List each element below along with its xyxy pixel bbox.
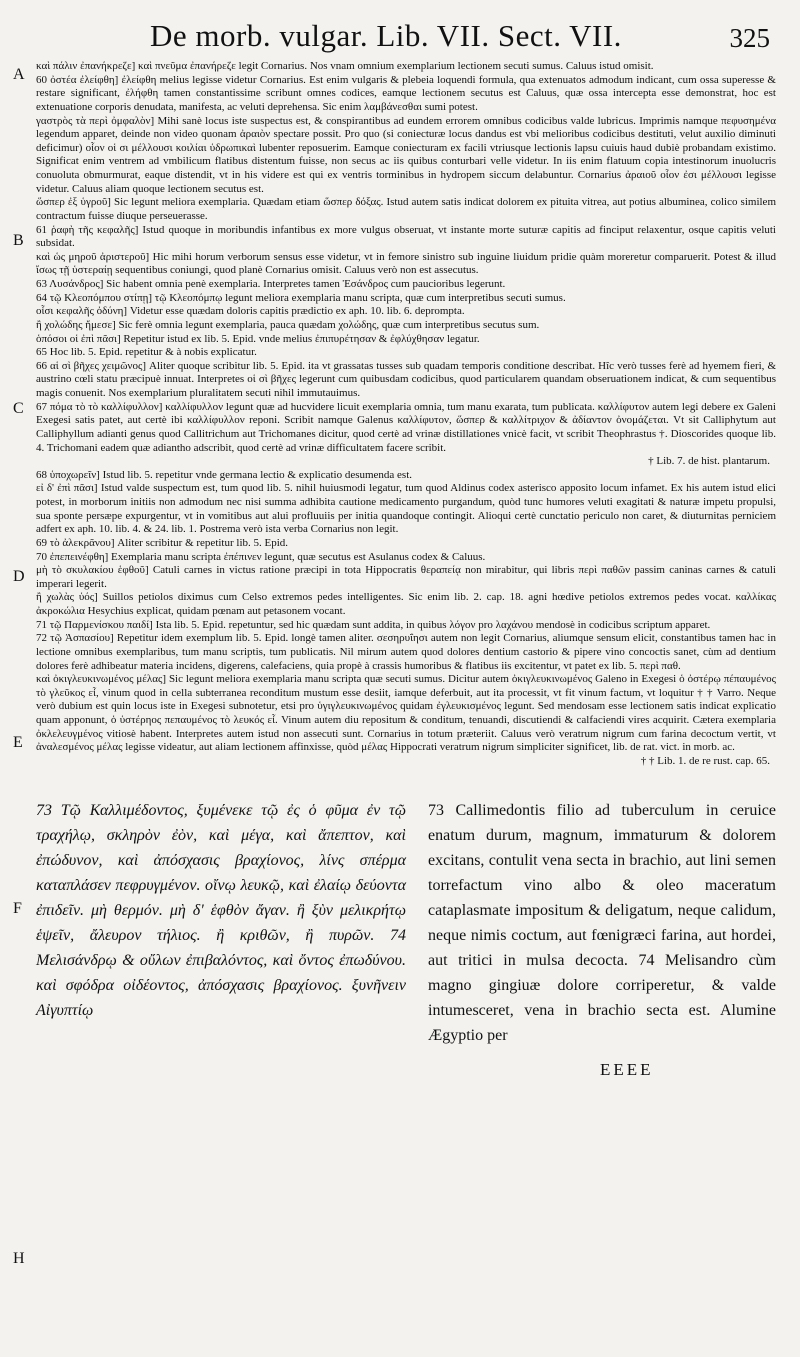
- margin-marker-a: A: [13, 66, 25, 83]
- commentary-note: 69 τὸ ἀλεκρᾶνου] Aliter scribitur & repetitur lib. 5. Epid.: [36, 536, 289, 549]
- side-note-lib7: † Lib. 7. de hist. plantarum.: [648, 455, 770, 468]
- commentary-note: εἰ δ' ἐπὶ πᾶσι] Istud valde suspectum est, tum quod lib. 5. nihil huiusmodi legatur, tum quod Aldinus codex asterisco apposito locum infamet. Ex his autem istud elici potest, in morborum initiis non admodum nec nisi summa adhibita cautione medicamento purgandum, quòd tunc humores veluti exagitati & naturæ impetu propulsi, sua sponte persæpe expurgentur, vt in vomitibus aut alui profluuiis per initia quandoque contingit. Alioqui certè cunctatio periculo non caret, & diuturnitas perniciem adfert ex aph. 10. lib. 4. & 24. lib. 1. Postrema verò ista verba Cornarius non legit.: [36, 482, 776, 536]
- commentary-note: ὁπόσοι οἱ ἐπὶ πᾶσι] Repetitur istud ex lib. 5. Epid. vnde melius ἐπιπυρέτησαν & ἐφλύχθησαν legatur.: [36, 332, 480, 345]
- commentary-note: γαστρὸς τὰ περὶ ὀμφαλὸν] Mihi sanè locus iste suspectus est, & conspirantibus ad eundem errorem omnibus codicibus valde lubricus. Imprimis namque πεφυσημένα legendum apparet, deinde non video quonam ἀραιὸν spectare possit. Pro quo (si coniecturæ locus dandus est vbi melioribus codicibus destituti, velut auxilio diminuti deficimur) οἷον οἱ σι μέλλουσι κοιλίαι ὑδρωπικαὶ lubenter reposuerim. Eamque coniecturam ex facili vtriusque lectionis lapsu cuiuis haud dubiè probandam existimo. Significat enim ventrem ad vmbilicum flatibus distentum fuisse, non secus ac iis quibus conturbari velle videtur. In iis enim flatuum copia intestinorum inuolucris conuoluta obmurmurat, eaque distendit, vt in his videre est qui ex ventris torminibus in hydropem siccum delabuntur. Cornarius ἀραιοῦ οἷον ἐσι μέλλουσι legisse videtur. Caluus aliam quoque lectionem secutus est.: [36, 114, 776, 195]
- margin-marker-f: F: [13, 900, 22, 917]
- commentary-note: 71 τῷ Παρμενίσκου παιδί] Ista lib. 5. Epid. repetuntur, sed hic quædam sunt addita, in quibus λόγον pro λαχάνου mendosè in codicibus scriptum apparet.: [36, 618, 711, 631]
- commentary-note: 65 Hoc lib. 5. Epid. repetitur & à nobis explicatur.: [36, 346, 257, 359]
- commentary-note: ἢ χολώδης ἤμεσε] Sic ferè omnia legunt exemplaria, pauca quædam χολώδης, quæ cum interpretibus secutus sum.: [36, 318, 540, 331]
- commentary-note: μὴ τὸ σκυλακίου ἑφθοῦ] Catuli carnes in victus ratione præcipi in tota Hippocratis θεραπείᾳ non mirabitur, qui libris περὶ παθῶν passim caninas carnes & catuli imperari legerit.: [36, 564, 776, 590]
- margin-marker-c: C: [13, 400, 24, 417]
- margin-marker-b: B: [13, 232, 24, 249]
- commentary-note: 66 αἱ σὶ βῆχες χειμῶνος] Aliter quoque scribitur lib. 5. Epid. ita vt grassatas tusses sub quadam temporis conditione describat. Hîc verò tusses ferè ad hyemem fieri, & austrino cœli statu præcipuè innuat. Interpretes οἱ σὶ βῆχες legerunt cum quibusdam codicibus, quod particularem quandam obseruationem indicat, & cum sequentibus magis conuenit. Nos exemplarium pluralitatem secuti nihil immutauimus.: [36, 359, 776, 399]
- page-number: 325: [729, 23, 770, 53]
- commentary-note: 61 ῥαφὴ τῆς κεφαλῆς] Istud quoque in moribundis infantibus ex more vulgus obseruat, vt instante morte suturæ capitis ad finciput relaxentur, osque capitis veluti subsidat.: [36, 223, 776, 250]
- commentary-note: ἢ χωλὰς ὑός] Suillos petiolos diximus cum Celso extremos pedes intelligentes. Sic enim lib. 2. cap. 18. agni hœdive petiolos extremos pedes vocat. καλλίκας ἀκροκώλια Hesychius explicat, quidam pœnam aut petasonem vocant.: [36, 591, 776, 617]
- margin-marker-e: E: [13, 734, 23, 751]
- commentary-note: 63 Λυσάνδρος] Sic habent omnia penè exemplaria. Interpretes tamen Ἐσάνδρος cum paucioribus legerunt.: [36, 278, 506, 290]
- margin-marker-h: H: [13, 1250, 25, 1267]
- commentary-note: ὥσπερ ἐξ ὑγροῦ] Sic legunt meliora exemplaria. Quædam etiam ὥσπερ δόξας. Istud autem satis indicat dolorem ex pituita vitrea, aut potius albuminea, colico similem contractum fuisse diuque perseuerasse.: [36, 196, 776, 222]
- commentary-note: 70 ἐπεπεινέφθη] Exemplaria manu scripta ἐπέπινεν legunt, quæ secutus est Asulanus codex & Caluus.: [36, 550, 486, 563]
- running-header: [150, 4, 770, 54]
- text-columns: [36, 798, 776, 1088]
- commentary-note: 64 τῷ Κλεοπόμπου στίπῃ] τῷ Κλεοπόμπῳ legunt meliora exemplaria manu scripta, quæ cum interpretibus secuti sumus.: [36, 291, 566, 304]
- margin-marker-d: D: [13, 568, 25, 585]
- latin-text-column: 73 Callimedontis filio ad tuberculum in ceruice enatum durum, magnum, immaturum & dolorem excitans, contulit vena secta in brachio, aut lini semen torrefactum vino albo & oleo maceratum cataplasmate impositum & deligatum, neque calidum, neque nimis coctum, aut fœnigræci farina, aut hordei, aut tritici in mulsa decocta. 74 Melisandro cùm magno gingiuæ dolore corriperetur, & valde intumesceret, vena in brachio secta est. Alumine Ægyptio per: [428, 802, 776, 1044]
- commentary-note: 68 ὑποχωρεῖν] Istud lib. 5. repetitur vnde germana lectio & explicatio desumenda est.: [36, 468, 413, 481]
- commentary-note: 60 ὀστέα ἐλείφθη] ἐλείφθη melius legisse videtur Cornarius. Est enim vulgaris & plebeia loquendi formula, qua extenuatos admodum indicant, cum ossa superesse & restare significant, ἐλήφθη tamen constantissime scribunt omnes codices, eamque lectionem secutus est Caluus, quæ ossa intercepta esse demonstrat, hoc est extenuatione corporis denudata, manifesta, ac veluti deprehensa. Sic enim λαμβάνεσθαι sumi potest.: [36, 73, 776, 113]
- commentary-note: οἷσι κεφαλῆς ὀδύνη] Videtur esse quædam doloris capitis prædictio ex aph. 10. lib. 6. deprompta.: [36, 305, 465, 318]
- commentary-note: καὶ πάλιν ἐπανήκρεζε] καὶ πνεῦμα ἐπανήρεζε legit Cornarius. Nos vnam omnium exemplarium lectionem secuti sumus. Caluus istud omisit.: [36, 60, 654, 72]
- commentary-note: 67 πόμα τὸ τὸ καλλίφυλλον] καλλίφυλλον legunt quæ ad hucvidere licuit exemplaria omnia, tum manu exarata, tum publicata. καλλίφυτον autem legi debere ex Galeni Exegesi satis patet, aut certè ibi καλλίφυλλον reponi. Scribit namque Galenus καλλίφυτον, ὥσπερ & καλλίτριχον & ἀδίαντον ὀνομάζεται. Vt sit Calliphytum aut Calliphyllum adianti genus quod Callitrichum aut Trichomanes dicitur, quod certè ad vrinæ distillationes vnicè facit, vt scribit Theophrastus †. Dioscorides quoque lib. 4. Trichomani eadem quæ adiantho adscribit, quod certè ad vrinæ difficultatem facere scribit.: [36, 400, 776, 454]
- signature-mark: EEEE: [600, 1060, 654, 1079]
- running-title: De morb. vulgar. Lib. VII. Sect. VII.: [150, 18, 622, 53]
- commentary-block: [36, 60, 776, 769]
- side-note-rerust: † † Lib. 1. de re rust. cap. 65.: [640, 754, 770, 767]
- greek-text-column: 73 Τῷ Καλλιμέδοντος, ξυμένεκε τῷ ἐς ὁ φῦμα ἐν τῷ τραχήλῳ, σκληρὸν ἐὸν, καὶ μέγα, καὶ ἄπεπτον, καὶ ἐπώδυνον, καὶ ἀπόσχασις βραχίονος, λίνς σπέρμα καταπλάσεν πεφρυγμένον. οἴνῳ λευκῷ, καὶ ἐλαίῳ δεύοντα ἐπιδεῖν. μὴ θερμόν. μὴ δ' ἑφθὸν ἄγαν. ἢ ξὺν μελικρήτῳ ἑψεῖν, ἄλευρον τήλιος. ἢ κριθῶν, ἢ πυρῶν. 74 Μελισάνδρῳ & οὔλων ἐπιβαλόντος, καὶ ὄντος ἐπωδύνου. καὶ σφόδρα οἰδέοντος, ἀπόσχασις βραχίονος. ξυνῆνειν Αἰγυπτίῳ: [36, 802, 406, 1019]
- commentary-note: καὶ ὡς μηροῦ ἀριστεροῦ] Hic mihi horum verborum sensus esse videtur, vt in femore sinistro sub inguine liuidum pridie quàm moreretur comparuerit. Potest & illud ἴσως τῇ ὑστεραίῃ sequentibus coniungi, quod planè Cornarius omisit. Caluus verò non est assecutus.: [36, 250, 776, 277]
- commentary-note: καὶ ὀκιγλευκινωμένος μέλας] Sic legunt meliora exemplaria manu scripta quæ secuti sumus. Dicitur autem ὀκιγλευκινωμένος Galeno in Exegesi ὁ ὀστέρῳ πέπαυμένος τὸ γλεῦκος εἶ, vinum quod in cella subterranea reconditum mustum esse desiit, iamque deferbuit, aut ita processit, vt fit vinum factum, vt loquitur † † Varro. Neque verò dubium est quin locus iste in Exegesi subnotetur, etsi pro ὑγιγλευκινωμένος quidam ἐγλευκισμένος legunt. Sed mendosam esse lectionem satis indicat explicatio quam apponunt, ὁ ὑστέρηος πεπαυμένος τὸ λευκός εἶ. Vinum autem diu repositum & conditum, tenuandi, discutiendi & calfaciendi vires acquirit. Cætera exemplaria ὀκλελευγμένος vitiosè habent. Interpretes autem istud non assecuti sunt. Cornarius in totum præteriit. Caluus verò veratrum nigrum cum farina decoctum vertit, vt ἀναλεσμένος μέλας legisse videatur, aut aliam lectionem affinxisse, quòd μέλας Hippocrati veratrum nigrum simpliciter significet, lib. de rat. vict. in morb. ac.: [36, 673, 776, 754]
- commentary-note: 72 τῷ Ἀσπασίου] Repetitur idem exemplum lib. 5. Epid. longè tamen aliter. σεσηρυΐησι autem non legit Cornarius, aliumque sensum elicit, constantibus tamen hac in lectione omnibus exemplaribus, tum manu scriptis, tum publicatis. Nil mirum autem quod dolores dentium castorio & pipere vino concoctis sanet, cùm ad dentium dolores ferè adhibeatur materia incidens, digerens, calefaciens, quia propè à crassis humoribus & flatibus iis excitentur, vt patet ex lib. 5. περὶ παθ.: [36, 632, 776, 672]
